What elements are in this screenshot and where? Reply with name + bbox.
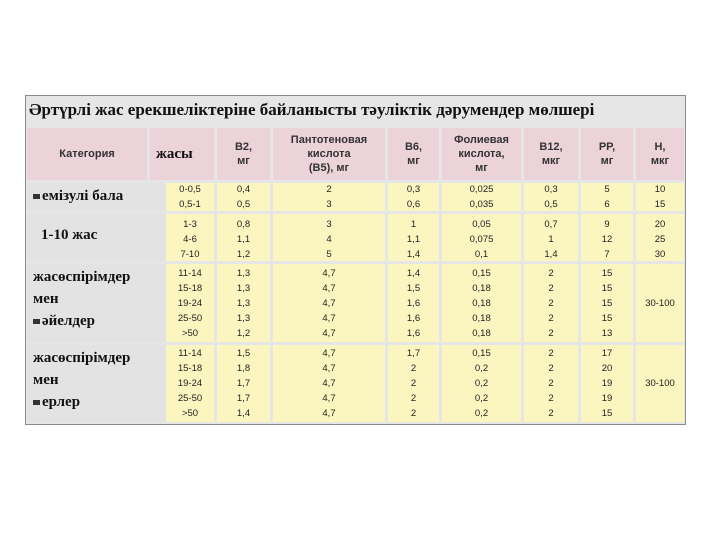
category-label-line xyxy=(41,224,97,246)
cell-value: 15 xyxy=(601,282,613,294)
header-b5: Пантотеновая кислота (В5), мг xyxy=(273,128,385,180)
cell-value: 0,075 xyxy=(469,234,494,245)
cell-value: 4-6 xyxy=(183,234,197,245)
category-text: жасөспірімдер xyxy=(33,350,131,366)
cell-value: 0,05 xyxy=(472,219,491,230)
cell-age xyxy=(166,183,214,211)
cell-value: 25 xyxy=(654,234,666,245)
header-folic: Фолиевая кислота, мг xyxy=(442,128,521,180)
cell-folic xyxy=(442,214,521,261)
cell-value: 20 xyxy=(654,219,666,230)
cell-value: 19-24 xyxy=(177,297,203,309)
cell-value: 19-24 xyxy=(177,378,203,389)
cell-value: 1,3 xyxy=(236,267,251,279)
cell-value: 1,3 xyxy=(236,312,251,324)
cell-b12 xyxy=(524,183,578,211)
category-label-line xyxy=(33,288,59,310)
cell-value: 4,7 xyxy=(322,393,336,404)
cell-value: 1,6 xyxy=(406,327,421,339)
cell-value: 25-50 xyxy=(177,312,203,324)
bullet-mark xyxy=(33,194,40,199)
cell-value: 3 xyxy=(326,199,332,210)
cell-b5 xyxy=(273,183,385,211)
cell-value: 20 xyxy=(601,363,613,374)
header-category: Категория xyxy=(27,128,147,180)
cell-value: 0-0,5 xyxy=(179,184,201,195)
cell-value: 0,18 xyxy=(472,312,491,324)
cell-b2 xyxy=(217,264,270,342)
category-text: жасөспірімдер xyxy=(33,269,131,285)
category-text: әйелдер xyxy=(42,313,95,329)
cell-b12 xyxy=(524,345,578,422)
category-text: ерлер xyxy=(42,394,81,410)
cell-value: 11-14 xyxy=(178,348,202,359)
cell-value: 25-50 xyxy=(177,393,203,404)
cell-value: 2 xyxy=(548,408,554,419)
cell-value: 0,18 xyxy=(472,327,491,339)
category-label-line xyxy=(33,266,130,288)
cell-h xyxy=(636,214,684,261)
cell-value: 1,4 xyxy=(236,408,251,419)
cell-value: 15-18 xyxy=(177,282,203,294)
cell-value: 0,2 xyxy=(474,363,489,374)
cell-pp xyxy=(581,214,633,261)
cell-value: 1,6 xyxy=(406,297,421,309)
cell-value: 0,6 xyxy=(406,199,421,210)
header-b6: В6, мг xyxy=(388,128,439,180)
cell-value: 4,7 xyxy=(322,327,336,339)
cell-b2 xyxy=(217,183,270,211)
cell-pp xyxy=(581,183,633,211)
cell-value: 2 xyxy=(548,297,554,309)
cell-b6 xyxy=(388,345,439,422)
category-text: мен xyxy=(33,291,59,307)
cell-value: 1,4 xyxy=(544,249,558,260)
cell-value: 0,7 xyxy=(544,219,558,230)
cell-value: 4,7 xyxy=(322,378,336,389)
cell-value: 6 xyxy=(604,199,610,210)
cell-value: 7 xyxy=(604,249,610,260)
cell-value: 0,4 xyxy=(236,184,251,195)
cell-b2 xyxy=(217,214,270,261)
cell-folic xyxy=(442,345,521,422)
cell-value: 17 xyxy=(601,348,613,359)
cell-value: 9 xyxy=(604,219,610,230)
cell-value: 1,3 xyxy=(236,297,251,309)
cell-value: 1,4 xyxy=(406,267,421,279)
cell-value: 4,7 xyxy=(322,282,336,294)
category-text: мен xyxy=(33,372,59,388)
cell-value: 1,1 xyxy=(236,234,251,245)
cell-value: 1 xyxy=(410,219,417,230)
cell-value: 0,15 xyxy=(472,348,491,359)
cell-value: 11-14 xyxy=(178,267,202,279)
cell-value: 0,18 xyxy=(472,282,491,294)
cell-value: 1,4 xyxy=(406,249,421,260)
header-h: Н, мкг xyxy=(636,128,684,180)
cell-value: 1-3 xyxy=(183,219,197,230)
header-b12: В12, мкг xyxy=(524,128,578,180)
cell-value: 2 xyxy=(548,363,554,374)
cell-value: 3 xyxy=(326,219,332,230)
cell-value: 0,1 xyxy=(474,249,489,260)
header-b2: B2, мг xyxy=(217,128,270,180)
cell-value: 2 xyxy=(410,408,417,419)
cell-value: 1,6 xyxy=(406,312,421,324)
cell-b5 xyxy=(273,345,385,422)
cell-b6 xyxy=(388,214,439,261)
cell-b6 xyxy=(388,183,439,211)
cell-age xyxy=(166,214,214,261)
cell-value: >50 xyxy=(181,408,199,419)
category-text: 1-10 жас xyxy=(41,227,98,243)
cell-value: 0,18 xyxy=(472,297,491,309)
cell-value: 1,7 xyxy=(236,378,251,389)
bullet-mark xyxy=(33,400,40,405)
cell-value: 1,5 xyxy=(236,348,251,359)
cell-h xyxy=(636,345,684,422)
table-title: Әртүрлі жас ерекшеліктеріне байланысты тәуліктік дәрумендер мөлшері xyxy=(29,100,595,119)
cell-value: 15 xyxy=(601,297,613,309)
category-label-line xyxy=(33,310,95,332)
cell-value: 2 xyxy=(410,378,417,389)
cell-value: 4,7 xyxy=(322,363,336,374)
cell-value: 1,7 xyxy=(236,393,251,404)
cell-value: 1,1 xyxy=(406,234,421,245)
cell-value: 2 xyxy=(548,282,554,294)
header-pp: PP, мг xyxy=(581,128,633,180)
cell-b5 xyxy=(273,264,385,342)
cell-h xyxy=(636,264,684,342)
cell-value: 4,7 xyxy=(322,408,336,419)
cell-value: 1,8 xyxy=(236,363,251,374)
cell-value: 15 xyxy=(601,267,613,279)
cell-value: 0,5-1 xyxy=(179,199,201,210)
cell-b6 xyxy=(388,264,439,342)
cell-value: 7-10 xyxy=(180,249,200,260)
cell-value: 15 xyxy=(601,312,613,324)
cell-value: 15-18 xyxy=(177,363,203,374)
cell-value: 30-100 xyxy=(645,378,675,389)
category-label-line xyxy=(33,347,130,369)
cell-value: 0,5 xyxy=(236,199,251,210)
cell-value: 4,7 xyxy=(322,348,336,359)
category-text: емізулі бала xyxy=(42,188,124,204)
cell-value: 0,15 xyxy=(472,267,491,279)
cell-value: 2 xyxy=(410,393,417,404)
cell-value: 0,025 xyxy=(469,184,494,195)
cell-value: 0,3 xyxy=(406,184,421,195)
cell-folic xyxy=(442,183,521,211)
cell-value: 2 xyxy=(548,393,554,404)
cell-value: 2 xyxy=(548,348,554,359)
cell-value: 12 xyxy=(601,234,613,245)
cell-value: 4,7 xyxy=(322,312,336,324)
cell-value: 1,5 xyxy=(406,282,421,294)
cell-value: 0,5 xyxy=(544,199,558,210)
cell-value: 0,2 xyxy=(474,378,489,389)
cell-value: 19 xyxy=(601,378,613,389)
cell-value: 5 xyxy=(604,184,610,195)
cell-pp xyxy=(581,264,633,342)
cell-value: 2 xyxy=(548,267,554,279)
cell-value: 13 xyxy=(601,327,613,339)
cell-b12 xyxy=(524,264,578,342)
bullet-mark xyxy=(33,319,40,324)
cell-value: 4 xyxy=(326,234,332,245)
cell-value: 0,035 xyxy=(469,199,494,210)
category-label-line xyxy=(33,391,80,413)
cell-value: >50 xyxy=(181,327,199,339)
cell-value: 0,2 xyxy=(474,393,489,404)
cell-value: 2 xyxy=(326,184,332,195)
cell-value: 0,2 xyxy=(474,408,489,419)
cell-value: 30-100 xyxy=(645,297,675,309)
cell-value: 1,2 xyxy=(236,249,251,260)
cell-pp xyxy=(581,345,633,422)
cell-value: 15 xyxy=(601,408,613,419)
category-label-line xyxy=(33,369,59,391)
cell-value: 2 xyxy=(548,327,554,339)
cell-b12 xyxy=(524,214,578,261)
cell-value: 4,7 xyxy=(322,267,336,279)
cell-value: 1,3 xyxy=(236,282,251,294)
category-label-line xyxy=(33,185,123,207)
cell-value: 1,7 xyxy=(406,348,421,359)
cell-value: 19 xyxy=(601,393,613,404)
cell-value: 2 xyxy=(410,363,417,374)
cell-h xyxy=(636,183,684,211)
cell-value: 10 xyxy=(654,184,666,195)
cell-age xyxy=(166,264,214,342)
cell-age xyxy=(166,345,214,422)
cell-value: 30 xyxy=(654,249,666,260)
cell-b2 xyxy=(217,345,270,422)
cell-value: 1,2 xyxy=(236,327,251,339)
cell-value: 2 xyxy=(548,312,554,324)
header-age: жасы xyxy=(150,128,214,180)
cell-value: 1 xyxy=(548,234,554,245)
cell-value: 15 xyxy=(654,199,666,210)
cell-value: 5 xyxy=(326,249,332,260)
cell-folic xyxy=(442,264,521,342)
cell-value: 0,8 xyxy=(236,219,251,230)
cell-b5 xyxy=(273,214,385,261)
cell-value: 2 xyxy=(548,378,554,389)
cell-value: 4,7 xyxy=(322,297,336,309)
cell-value: 0,3 xyxy=(544,184,558,195)
